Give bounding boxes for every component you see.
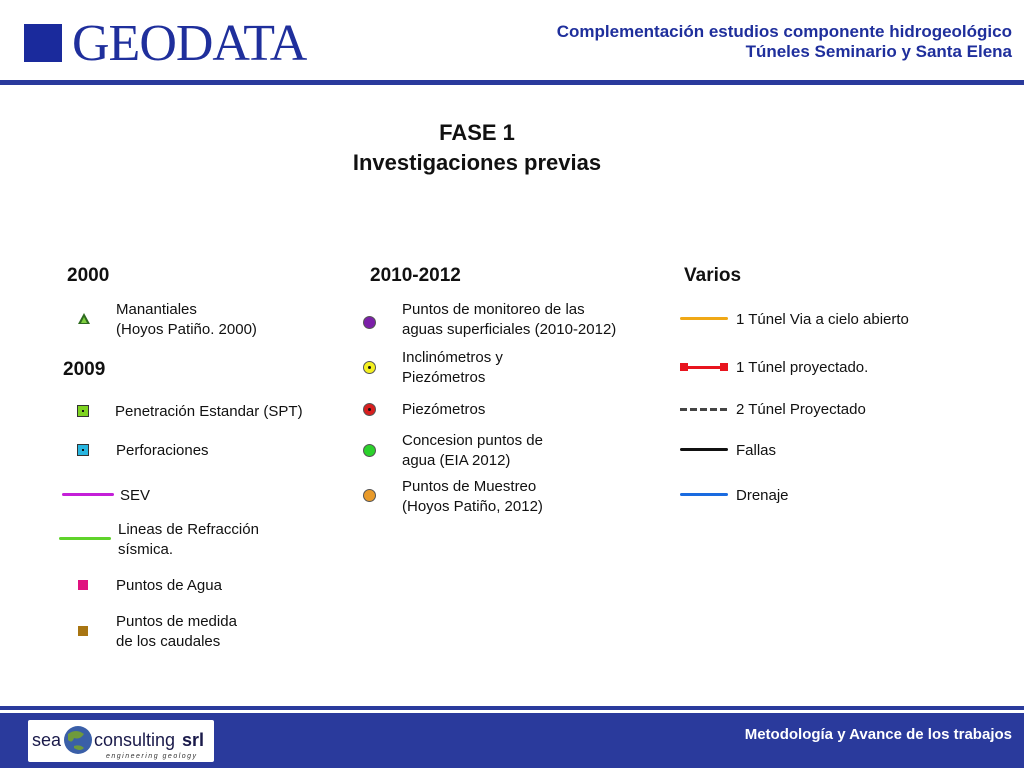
legend-label-spt: Penetración Estandar (SPT) [115, 403, 303, 420]
legend-title-2009: 2009 [63, 359, 106, 380]
header-title [557, 22, 1012, 62]
sea-consulting-logo [28, 720, 214, 762]
sea-consulting-logo-graphic [28, 720, 214, 762]
legend-label-inclinometros [402, 348, 503, 388]
square-icon-caudales [78, 626, 88, 636]
square-dot-icon-perforaciones [77, 444, 89, 456]
legend-label-refraccion [118, 520, 259, 560]
legend-title-varios: Varios [684, 265, 742, 286]
line-icon-sev [62, 493, 114, 496]
legend-label-concesion [402, 431, 543, 471]
circle-icon-muestreo [363, 489, 376, 502]
legend-label-line: Piezómetros [402, 369, 486, 386]
legend-label-monitoreo [402, 300, 616, 340]
legend-label-tunel-cielo-abierto: 1 Túnel Via a cielo abierto [736, 311, 909, 328]
logo-consulting-text: consulting [94, 730, 176, 750]
legend-label-caudales [116, 612, 237, 652]
legend-label-drenaje: Drenaje [736, 487, 789, 504]
legend-label-piezometros: Piezómetros [402, 401, 486, 418]
legend-label-manantiales [116, 300, 257, 340]
legend-label-line: Puntos de medida [116, 613, 237, 630]
circle-dot-icon-piezometros [363, 403, 376, 416]
footer-divider [0, 706, 1024, 710]
legend-label-line: Concesion puntos de [402, 432, 543, 449]
legend-label-muestreo [402, 477, 543, 517]
page-title-line2: Investigaciones previas [352, 150, 602, 175]
legend-label-line: agua (EIA 2012) [402, 452, 511, 469]
legend-label-fallas: Fallas [736, 442, 777, 459]
legend-label-line: aguas superficiales (2010-2012) [402, 321, 617, 338]
line-endcaps-icon-tunel-proyectado [680, 362, 728, 372]
circle-dot-icon-inclinometros [363, 361, 376, 374]
header-title-line2: Túneles Seminario y Santa Elena [745, 42, 1012, 61]
legend-label-sev: SEV [120, 487, 151, 504]
triangle-icon [78, 313, 90, 324]
legend-label-puntos-agua: Puntos de Agua [116, 577, 222, 594]
geodata-logo-square [24, 24, 62, 62]
legend-label-line: de los caudales [116, 633, 221, 650]
legend-label-line: Puntos de monitoreo de las [402, 301, 585, 318]
page-title [0, 118, 954, 178]
legend-label-line: (Hoyos Patiño, 2012) [402, 498, 543, 515]
legend-label-tunel-proyectado: 1 Túnel proyectado. [736, 359, 869, 376]
square-icon-puntos-agua [78, 580, 88, 590]
logo-srl-text: srl [182, 730, 205, 750]
line-icon-tunel-cielo-abierto [680, 317, 728, 320]
legend-label-line: Manantiales [116, 301, 197, 318]
circle-icon-concesion [363, 444, 376, 457]
legend-label-line: Puntos de Muestreo [402, 478, 537, 495]
footer-text: Metodología y Avance de los trabajos [744, 726, 1012, 743]
page-title-line1: FASE 1 [439, 120, 515, 145]
legend-label-perforaciones: Perforaciones [116, 442, 209, 459]
line-icon-drenaje [680, 493, 728, 496]
legend-title-2000: 2000 [67, 265, 110, 286]
legend-symbol-manantiales [78, 313, 90, 324]
legend-label-line: (Hoyos Patiño. 2000) [116, 321, 257, 338]
legend-label-line: Inclinómetros y [402, 349, 503, 366]
legend-label-line: Lineas de Refracción [118, 521, 259, 538]
legend-label-line: sísmica. [118, 541, 174, 558]
square-dot-icon-spt [77, 405, 89, 417]
line-icon-refraccion [59, 537, 111, 540]
logo-sea-text: sea [32, 730, 62, 750]
legend-title-2010-2012: 2010-2012 [370, 265, 461, 286]
dashed-line-icon-2-tunel [680, 408, 728, 411]
line-icon-fallas [680, 448, 728, 451]
geodata-logo-text: GEODATA [72, 15, 307, 72]
circle-icon-monitoreo [363, 316, 376, 329]
header-title-line1: Complementación estudios componente hidrogeológico [556, 22, 1012, 41]
header-divider [0, 80, 1024, 85]
legend-label-2-tunel: 2 Túnel Proyectado [736, 401, 866, 418]
logo-tagline-text: engineering geology [106, 753, 198, 760]
